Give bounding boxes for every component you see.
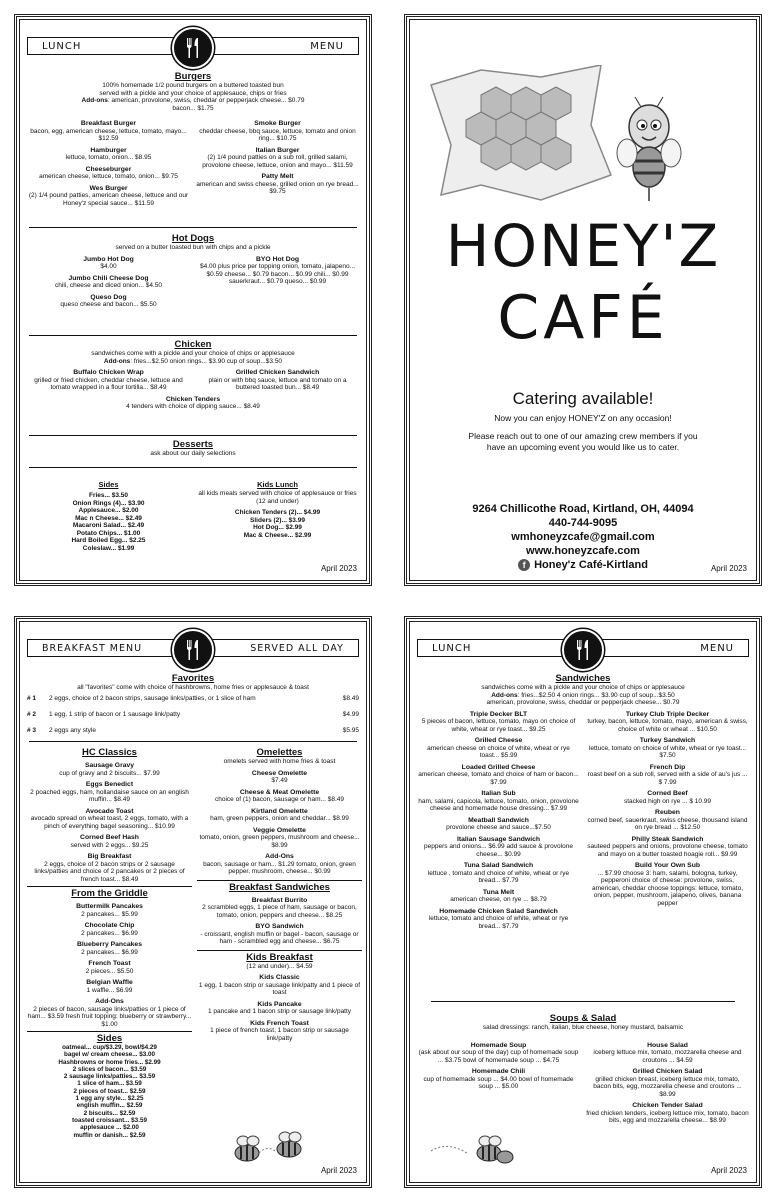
- sides-title: Sides: [98, 480, 119, 489]
- menu-item: Grilled Chicken Salad grilled chicken breast, iceberg lettuce mix, tomato, bacon bits, egg, mozzarella cheese and croutons ... $8.99: [593, 1068, 742, 1098]
- header-right-label: SERVED ALL DAY: [250, 642, 344, 654]
- facebook-row[interactable]: [407, 559, 759, 571]
- menu-item: Loaded Grilled Cheese american cheese, tomato and choice of ham or bacon... $7.99: [418, 763, 579, 786]
- date-label: April 2023: [710, 564, 747, 573]
- sides-kids-section: Sides Fries... $3.50 Onion Rings (4)... $3.90 Applesauce... $2.00 Mac n Cheese... $2.49 Macaroni Salad... $2.49 Potato Chips... $1.00 Hard Boiled Egg... $2.25 Coleslaw... $1.99 Kids Lunch all kids meals served with choice of applesauce or fries (12 and under) Chicken Tenders (2)... $4.99 Sliders (2)... $3.99 Hot Dog... $2.99 Mac & Cheese... $2.99: [27, 479, 359, 552]
- menu-item: Italian Sausage Sandwich peppers and onions... $6.99 add sauce & provolone cheese... $0.99: [424, 835, 573, 858]
- menu-item: Avocado Toast avocado spread on wheat toast, 2 eggs, tomato, with a pinch of everything bagel seasoning... $10.99: [30, 807, 189, 830]
- desserts-title: Desserts: [172, 439, 214, 450]
- menu-item: Build Your Own Sub ... $7.99 choose 3: ham, salami, bologna, turkey, pepperoni choice of cheese: provolone, swiss, american, cheddar choose toppings: lettuce, tomato, onion, pepper, mushroom, jalapeno, olives, banana pepper: [591, 862, 744, 907]
- menu-item: Corned Beef stacked high on rye ... $ 10.99: [623, 790, 712, 805]
- menu-item: Buffalo Chicken Wrap grilled or fried chicken, cheddar cheese, lettuce and tomato wrapped in a flour tortilla... $8.49: [34, 369, 183, 391]
- header-left-label: LUNCH: [432, 642, 472, 654]
- chicken-desc: sandwiches come with a pickle and your choice of chips or applesauce: [91, 350, 295, 357]
- menu-item: Tuna Salad Sandwich lettuce , tomato and choice of white, wheat or rye bread... $7.79: [427, 862, 570, 884]
- menu-item: Turkey Club Triple Decker turkey, bacon, lettuce, tomato, mayo, american & swiss, choice of white or wheat ... $10.50: [587, 710, 748, 733]
- facebook-label: Honey'z Café-Kirtland: [534, 559, 648, 571]
- addons-text: : american, provolone, swiss, cheddar or pepperjack cheese... $0.79: [107, 97, 305, 104]
- favorite-item: # 3 2 eggs any style $5.95: [27, 727, 359, 734]
- kids-lunch-title: Kids Lunch: [257, 480, 298, 489]
- divider: [29, 435, 357, 436]
- brand-cafe: CAFÉ: [497, 283, 669, 353]
- menu-item: Cheese Omelette $7.49: [251, 769, 308, 784]
- menu-item: Jumbo Hot Dog $4.00: [83, 255, 134, 270]
- menu-item: Breakfast Burger bacon, egg, american cheese, lettuce, tomato, mayo... $12.59: [30, 120, 187, 142]
- catering-reach: Please reach out to one of our amazing crew members if you have an upcoming event you would like us to cater.: [468, 431, 698, 452]
- divider: [29, 467, 357, 468]
- burgers-desc2: served with a pickle and your choice of applesauce, chips or fries: [99, 89, 287, 97]
- menu-item: Chicken Tender Salad fried chicken tenders, iceberg lettuce mix, tomato, bacon bits, egg and mozzarella cheese... $8.99: [586, 1102, 749, 1124]
- fork-knife-icon: [172, 629, 214, 671]
- header-right-label: MENU: [700, 642, 734, 654]
- phone[interactable]: 440-744-9095: [548, 517, 618, 529]
- hotdogs-section: [27, 233, 359, 309]
- menu-item: Homemade Chicken Salad Sandwich lettuce, tomato and choice of white, wheat or rye bread... $7.79: [428, 907, 569, 930]
- burgers-section: [27, 71, 359, 207]
- sandwiches-section: Sandwiches sandwiches come with a pickle and your choice of chips or applesauce Add-ons: fries...$2.50 4 onion rings... $3.90 cup of soup...$3.50 american, provolone, swiss, cheddar or pepperjack cheese... $0.79 Triple Decker BLT 5 pieces of bacon, lettuce, tomato, mayo on choice of white, wheat or rye toast... $9.25 Grilled Cheese american cheese on choice of white, wheat or rye toast... $5.99 Loaded Grilled Cheese american cheese, tomato and choice of ham or bacon... $7.99 Italian Sub ham, salami, capicola, lettuce, tomato, onion, provolone cheese and homemade house dressing... $7.99 Meatball Sandwich provolone cheese and sauce...$7.50 Italian Sausage Sandwich peppers and onions... $6.99 add sauce & provolone cheese... $0.99 Tuna Salad Sandwich lettuce , tomato and choice of white, wheat or rye bread... $7.79 Tuna Melt american cheese, on rye ... $8.79 Homemade Chicken Salad Sandwich lettuce, tomato and choice of white, wheat or rye bread... $7.79 Turkey Club Triple Decker turkey, bacon, lettuce, tomato, mayo, american & swiss, choice of white or wheat ... $10.50 Turkey Sandwich lettuce, tomato on choice of white, wheat or rye toast... $7.50 French Dip roast beef on a sub roll, served with a side of au's jus ... $ 7.99 Corned Beef stacked high on rye ... $ 10.99 Reuben corned beef, sauerkraut, swiss cheese, thousand island on rye bread ... $12.50 Philly Steak Sandwich sauteed peppers and onions, provolone cheese, tomato and mayo on a butter toasted hoagie roll... $9.99 Build Your Own Sub ... $7.99 choose 3: ham, salami, bologna, turkey, pepperoni choice of cheese: provolone, swiss, american, cheddar choose toppings: lettuce, tomato, onion, pepper, mushroom, jalapeno, olives, banana pepper: [418, 673, 748, 930]
- menu-item: Cheeseburger american cheese, lettuce, tomato, onion... $9.75: [39, 165, 178, 180]
- menu-item: Italian Burger (2) 1/4 pound patties on a sub roll, grilled salami, provolone cheese, lettuce, onion and mayo... $11.59: [202, 146, 353, 169]
- menu-item: BYO Hot Dog $4.00 plus price per topping onion, tomato, jalapeno... $0.59 cheese... $0.79 bacon... $0.99 chili... $0.99 sauerkraut... $0.79 queso... $0.99: [199, 255, 356, 285]
- lunch-menu-panel: [14, 14, 372, 586]
- menu-item: Breakfast Burrito 2 scrambled eggs, 1 piece of ham, sausage or bacon, tomato, onion, peppers and cheese... $8.25: [202, 896, 357, 919]
- favorite-item: # 2 1 egg, 1 strip of bacon or 1 sausage link/patty $4.99: [27, 711, 359, 718]
- addons-label: Add-ons: [81, 97, 108, 104]
- hotdogs-desc: served on a butter toasted bun with chips and a pickle: [115, 244, 271, 251]
- menu-item: Turkey Sandwich lettuce, tomato on choice of white, wheat or rye toast... $7.50: [588, 737, 747, 759]
- desserts-desc: ask about our daily selections: [150, 450, 236, 457]
- hotdogs-title: Hot Dogs: [171, 233, 215, 244]
- menu-item: Wes Burger (2) 1/4 pound patties, american cheese, lettuce and our Honey'z special sauce... $11.59: [28, 184, 189, 207]
- honeycomb-icon: [421, 65, 621, 205]
- menu-item: Eggs Benedict 2 poached eggs, ham, hollandaise sauce on an english muffin... $8.49: [30, 781, 189, 803]
- divider: [431, 1001, 735, 1002]
- menu-item: Grilled Cheese american cheese on choice of white, wheat or rye toast... $5.99: [427, 737, 570, 759]
- menu-item: Grilled Chicken Sandwich plain or with bbq sauce, lettuce and tomato on a buttered toasted bun... $8.49: [208, 369, 347, 391]
- date-label: April 2023: [710, 1166, 747, 1175]
- lunch-sandwiches-panel: [404, 616, 762, 1188]
- bee-mascot-icon: [609, 95, 689, 205]
- menu-item: Homemade Soup (ask about our soup of the day) cup of homemade soup ... $3.75 bowl of homemade soup ... $4.75: [418, 1041, 579, 1064]
- favorite-item: # 1 2 eggs, choice of 2 bacon strips, sausage links/patties, or 1 slice of ham $8.49: [27, 695, 359, 702]
- desserts-section: [27, 439, 359, 458]
- menu-item: Triple Decker BLT 5 pieces of bacon, lettuce, tomato, mayo on choice of white, wheat or rye toast... $9.25: [421, 710, 576, 733]
- menu-item: Tuna Melt american cheese, on rye ... $8.79: [450, 888, 547, 903]
- menu-item: Kids Pancake 1 pancake and 1 bacon strip or sausage link/patty: [207, 1000, 352, 1015]
- breakfast-right-column: Omelettes omelets served with home fries & toast Cheese Omelette $7.49 Cheese & Meat Omelette choice of (1) bacon, sausage or ham... $8.49 Kirtland Omelette ham, green peppers, onion and cheddar... $8.99 Veggie Omelette tomato, onion, green peppers, mushroom and cheese... $8.99 Add-Ons bacon, sausage or ham... $1.29 tomato, onion, green pepper, mushroom, cheese... $0.99 Breakfast Sandwiches Breakfast Burrito 2 scrambled eggs, 1 piece of ham, sausage or bacon, tomato, onion, peppers and cheese... $8.25 BYO Sandwich - croissant, english muffin or bagel - bacon, sausage or ham - scrambled egg and cheese... $6.75 Kids Breakfast (12 and under)... $4.59 Kids Classic 1 egg, 1 bacon strip or sausage link/patty and 1 piece of toast Kids Pancake 1 pancake and 1 bacon strip or sausage link/patty Kids French Toast 1 piece of french toast, 1 bacon strip or sausage link/patty: [198, 747, 361, 1042]
- website[interactable]: www.honeyzcafe.com: [526, 545, 640, 557]
- breakfast-menu-panel: [14, 616, 372, 1188]
- menu-item: Belgian Waffle 1 waffle... $6.99: [86, 979, 133, 994]
- chicken-section: Chicken sandwiches come with a pickle and your choice of chips or applesauce Add-ons: fries...$2.50 onion rings... $3.90 cup of soup...$3.50 Buffalo Chicken Wrap grilled or fried chicken, cheddar cheese, lettuce and tomato wrapped in a flour tortilla... $8.49 Grilled Chicken Sandwich plain or with bbq sauce, lettuce and tomato on a buttered toasted bun... $8.49 Chicken Tenders 4 tenders with choice of dipping sauce... $8.49: [27, 339, 359, 411]
- burgers-title: Burgers: [174, 71, 212, 82]
- menu-item: Kids French Toast 1 piece of french toast, 1 bacon strip or sausage link/patty: [210, 1019, 349, 1042]
- menu-item: Queso Dog queso cheese and bacon... $5.50: [60, 293, 157, 308]
- menu-item: Corned Beef Hash served with 2 eggs... $9.25: [70, 834, 149, 849]
- divider: [29, 741, 357, 742]
- menu-item: Patty Melt american and swiss cheese, grilled onion on rye bread... $9.75: [196, 173, 359, 195]
- burgers-desc: 100% homemade 1/2 pound burgers on a buttered toasted bun: [102, 82, 284, 89]
- bees-icon: [227, 1127, 317, 1167]
- menu-item: House Salad iceberg lettuce mix, tomato, mozzarella cheese and croutons ... $4.59: [593, 1041, 742, 1064]
- soups-salad-section: Soups & Salad salad dressings: ranch, italian, blue cheese, honey mustard, balsamic Homemade Soup (ask about our soup of the day) cup of homemade soup ... $3.75 bowl of homemade soup ... $4.75 Homemade Chili cup of homemade soup ... $4.00 bowl of homemade soup ... $5.00 House Salad iceberg lettuce mix, tomato, mozzarella cheese and croutons ... $4.59 Grilled Chicken Salad grilled chicken breast, iceberg lettuce mix, tomato, bacon bits, egg, mozzarella cheese and croutons ... $8.99 Chicken Tender Salad fried chicken tenders, iceberg lettuce mix, tomato, bacon bits, egg and mozzarella cheese... $8.99: [418, 1013, 749, 1124]
- menu-item: Add-Ons 2 pieces of bacon, sausage links/patties or 1 piece of ham... $3.59 fresh fruit topping: blueberry or strawberry... $1.00: [27, 998, 192, 1028]
- breakfast-left-column: HC Classics Sausage Gravy cup of gravy and 2 biscuits... $7.99 Eggs Benedict 2 poached eggs, ham, hollandaise sauce on an english muffin... $8.49 Avocado Toast avocado spread on wheat toast, 2 eggs, tomato, with a pinch of everything bagel seasoning... $10.99 Corned Beef Hash served with 2 eggs... $9.25 Big Breakfast 2 eggs, choice of 2 bacon strips or 2 sausage links/patties and choice of 2 pancakes or 2 pieces of french toast... $8.49 From the Griddle Buttermilk Pancakes 2 pancakes... $5.99 Chocolate Chip 2 pancakes... $6.99 Blueberry Pancakes 2 pancakes... $6.99 French Toast 2 pieces... $5.50 Belgian Waffle 1 waffle... $6.99 Add-Ons 2 pieces of bacon, sausage links/patties or 1 piece of ham... $3.59 fresh fruit topping: blueberry or strawberry... $1.00 Sides oatmeal... cup/$3.29, bowl/$4.29 bagel w/ cream cheese... $3.00 Hashbrowns or home fries... $2.99 2 slices of bacon... $3.59 2 sausage links/patties... $3.59 1 slice of ham... $3.59 2 pieces of toast... $2.59 1 egg any style... $2.25 english muffin... $2.59 2 biscuits... $2.59 toasted croissant... $3.59 applesauce ... $2.00 muffin or danish... $2.59: [27, 747, 192, 1139]
- email[interactable]: wmhoneyzcafe@gmail.com: [511, 531, 655, 543]
- menu-item: Add-Ons bacon, sausage or ham... $1.29 tomato, onion, green pepper, mushroom, cheese... $0.99: [203, 853, 356, 875]
- menu-item: Reuben corned beef, sauerkraut, swiss cheese, thousand island on rye bread ... $12.50: [587, 809, 748, 831]
- menu-item: French Dip roast beef on a sub roll, served with a side of au's jus ... $ 7.99: [587, 763, 748, 786]
- menu-item: Hamburger lettuce, tomato, onion... $8.95: [65, 146, 152, 161]
- addons-text-2: bacon... $1.75: [172, 104, 214, 112]
- menu-item: Blueberry Pancakes 2 pancakes... $6.99: [77, 941, 142, 956]
- menu-item: Smoke Burger cheddar cheese, bbq sauce, lettuce, tomato and onion ring... $10.75: [199, 120, 356, 142]
- cover-panel: [404, 14, 762, 586]
- menu-item: Jumbo Chili Cheese Dog chili, cheese and diced onion... $4.50: [55, 274, 162, 289]
- menu-item: Chocolate Chip 2 pancakes... $6.99: [81, 922, 138, 937]
- menu-item: BYO Sandwich - croissant, english muffin or bagel - bacon, sausage or ham - scrambled egg and cheese... $6.75: [200, 923, 359, 945]
- header-right-label: MENU: [310, 40, 344, 52]
- menu-item: Cheese & Meat Omelette choice of (1) bacon, sausage or ham... $8.49: [215, 788, 344, 803]
- menu-item: Buttermilk Pancakes 2 pancakes... $5.99: [76, 903, 143, 918]
- address: 9264 Chillicothe Road, Kirtland, OH, 44094: [472, 503, 694, 515]
- menu-item: Kirtland Omelette ham, green peppers, onion and cheddar... $8.99: [210, 807, 349, 822]
- divider: [29, 335, 357, 336]
- menu-item: Big Breakfast 2 eggs, choice of 2 bacon strips or 2 sausage links/patties and choice of 2 pancakes or 2 pieces of french toast... $8.49: [34, 853, 185, 883]
- menu-item: Kids Classic 1 egg, 1 bacon strip or sausage link/patty and 1 piece of toast: [198, 974, 361, 996]
- menu-item: Meatball Sandwich provolone cheese and sauce...$7.50: [446, 816, 551, 831]
- menu-item: Veggie Omelette tomato, onion, green peppers, mushroom and cheese... $8.99: [199, 826, 360, 849]
- date-label: April 2023: [320, 564, 357, 573]
- menu-item: Sausage Gravy cup of gravy and 2 biscuits... $7.99: [59, 762, 160, 777]
- catering-enjoy: Now you can enjoy HONEY'Z on any occasion!: [494, 413, 672, 423]
- menu-item: Italian Sub ham, salami, capicola, lettuce, tomato, onion, provolone cheese and homemade house dressing... $7.99: [418, 790, 579, 812]
- menu-item: Chicken Tenders 4 tenders with choice of dipping sauce... $8.49: [126, 395, 260, 410]
- menu-item: Philly Steak Sandwich sauteed peppers and onions, provolone cheese, tomato and mayo on a butter toasted hoagie roll... $9.99: [587, 835, 748, 858]
- catering-heading: Catering available!: [512, 389, 654, 408]
- chicken-title: Chicken: [174, 339, 212, 350]
- fork-knife-icon: [172, 27, 214, 69]
- header-left-label: BREAKFAST MENU: [42, 642, 143, 654]
- brand-name: HONEY'Z: [445, 212, 721, 280]
- fork-knife-icon: [562, 629, 604, 671]
- kids-lunch-desc: all kids meals served with choice of applesauce or fries (12 and under): [198, 490, 357, 505]
- bees-icon: [427, 1127, 517, 1167]
- header-left-label: LUNCH: [42, 40, 82, 52]
- divider: [29, 227, 357, 228]
- favorites-section: Favorites all "favorites" come with choice of hashbrowns, home fries or applesauce & toast: [77, 673, 309, 691]
- menu-item: Homemade Chili cup of homemade soup ... $4.00 bowl of homemade soup ... $5.00: [423, 1068, 574, 1090]
- menu-item: French Toast 2 pieces... $5.50: [85, 960, 134, 975]
- facebook-icon: f: [518, 559, 530, 571]
- date-label: April 2023: [320, 1166, 357, 1175]
